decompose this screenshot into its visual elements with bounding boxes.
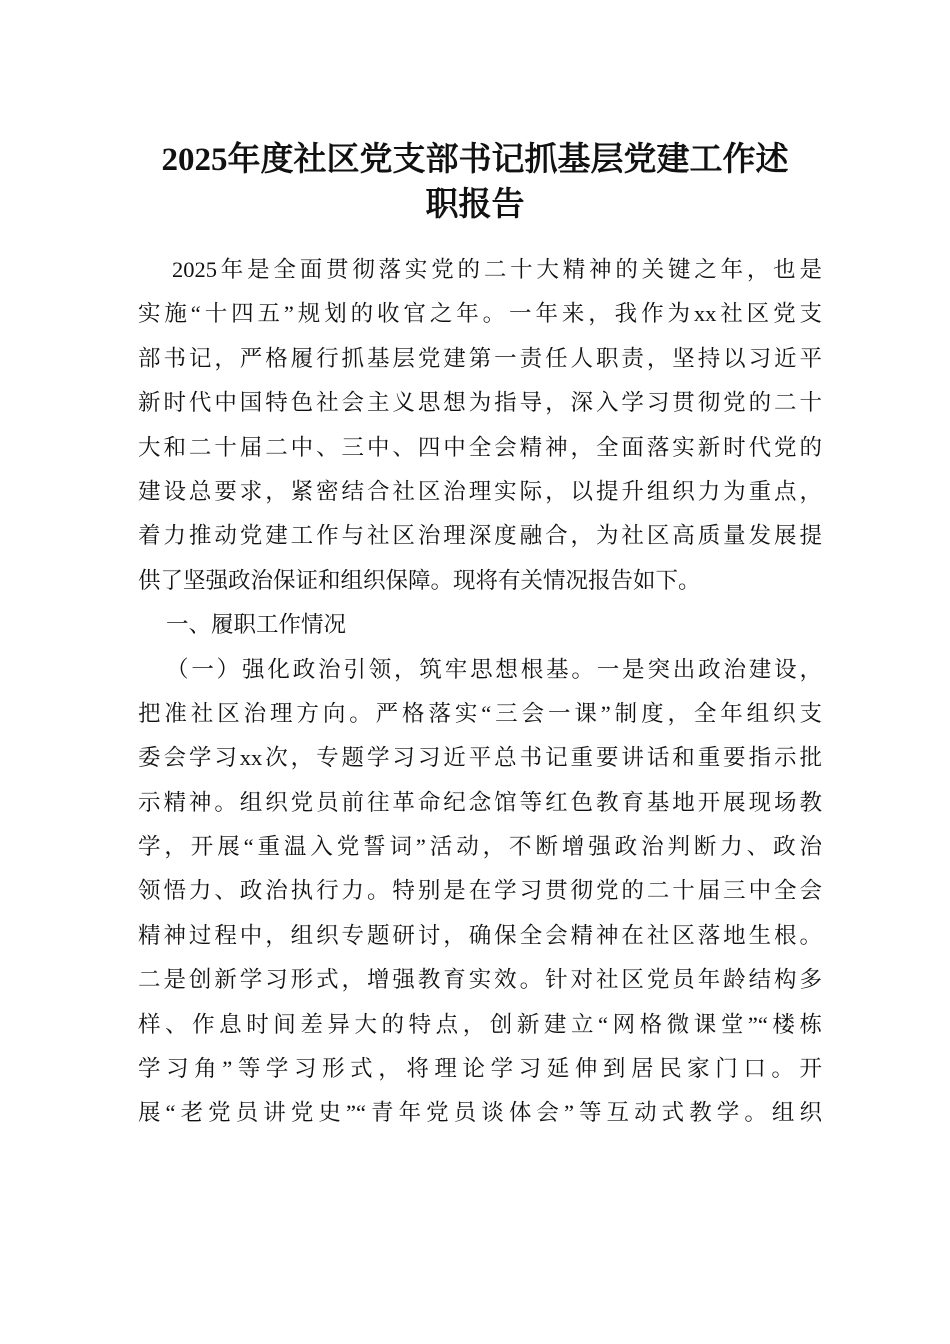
intro-line: 部书记，严格履行抓基层党建第一责任人职责，坚持以习近平 (138, 345, 822, 371)
paragraph-line: 展“老党员讲党史”“青年党员谈体会”等互动式教学。组织 (138, 1100, 822, 1126)
intro-line: 2025年是全面贯彻落实党的二十大精神的关键之年，也是 (172, 257, 822, 282)
paragraph-line: 示精神。组织党员前往革命纪念馆等红色教育基地开展现场教 (138, 789, 822, 815)
intro-line: 建设总要求，紧密结合社区治理实际，以提升组织力为重点， (138, 478, 822, 504)
title-line-2: 职报告 (425, 187, 525, 223)
paragraph-line: 学习角”等学习形式，将理论学习延伸到居民家门口。开 (138, 1056, 822, 1082)
intro-line: 新时代中国特色社会主义思想为指导，深入学习贯彻党的二十 (138, 390, 822, 416)
paragraph-line: 把准社区治理方向。严格落实“三会一课”制度，全年组织支 (138, 700, 822, 726)
section-heading: 一、履职工作情况 (166, 612, 347, 638)
paragraph-line: 二是创新学习形式，增强教育实效。针对社区党员年龄结构多 (138, 967, 822, 993)
title-line-1: 2025年度社区党支部书记抓基层党建工作述 (161, 142, 789, 178)
document-body (138, 248, 822, 1136)
paragraph-line: 委会学习xx次，专题学习习近平总书记重要讲话和重要指示批 (138, 745, 822, 771)
intro-line: 大和二十届二中、三中、四中全会精神，全面落实新时代党的 (138, 434, 822, 460)
intro-line: 着力推动党建工作与社区治理深度融合，为社区高质量发展提 (138, 523, 822, 549)
document-title (100, 138, 850, 228)
paragraph-line: 领悟力、政治执行力。特别是在学习贯彻党的二十届三中全会 (138, 878, 822, 904)
intro-line: 供了坚强政治保证和组织保障。现将有关情况报告如下。 (138, 567, 701, 593)
paragraph-line: 精神过程中，组织专题研讨，确保全会精神在社区落地生根。 (138, 922, 822, 948)
paragraph-line: 学，开展“重温入党誓词”活动，不断增强政治判断力、政治 (138, 834, 822, 860)
paragraph-line: 样、作息时间差异大的特点，创新建立“网格微课堂”“楼栋 (138, 1011, 822, 1037)
intro-line: 实施“十四五”规划的收官之年。一年来，我作为xx社区党支 (138, 301, 822, 327)
paragraph-line: （一）强化政治引领，筑牢思想根基。一是突出政治建设， (166, 656, 822, 682)
